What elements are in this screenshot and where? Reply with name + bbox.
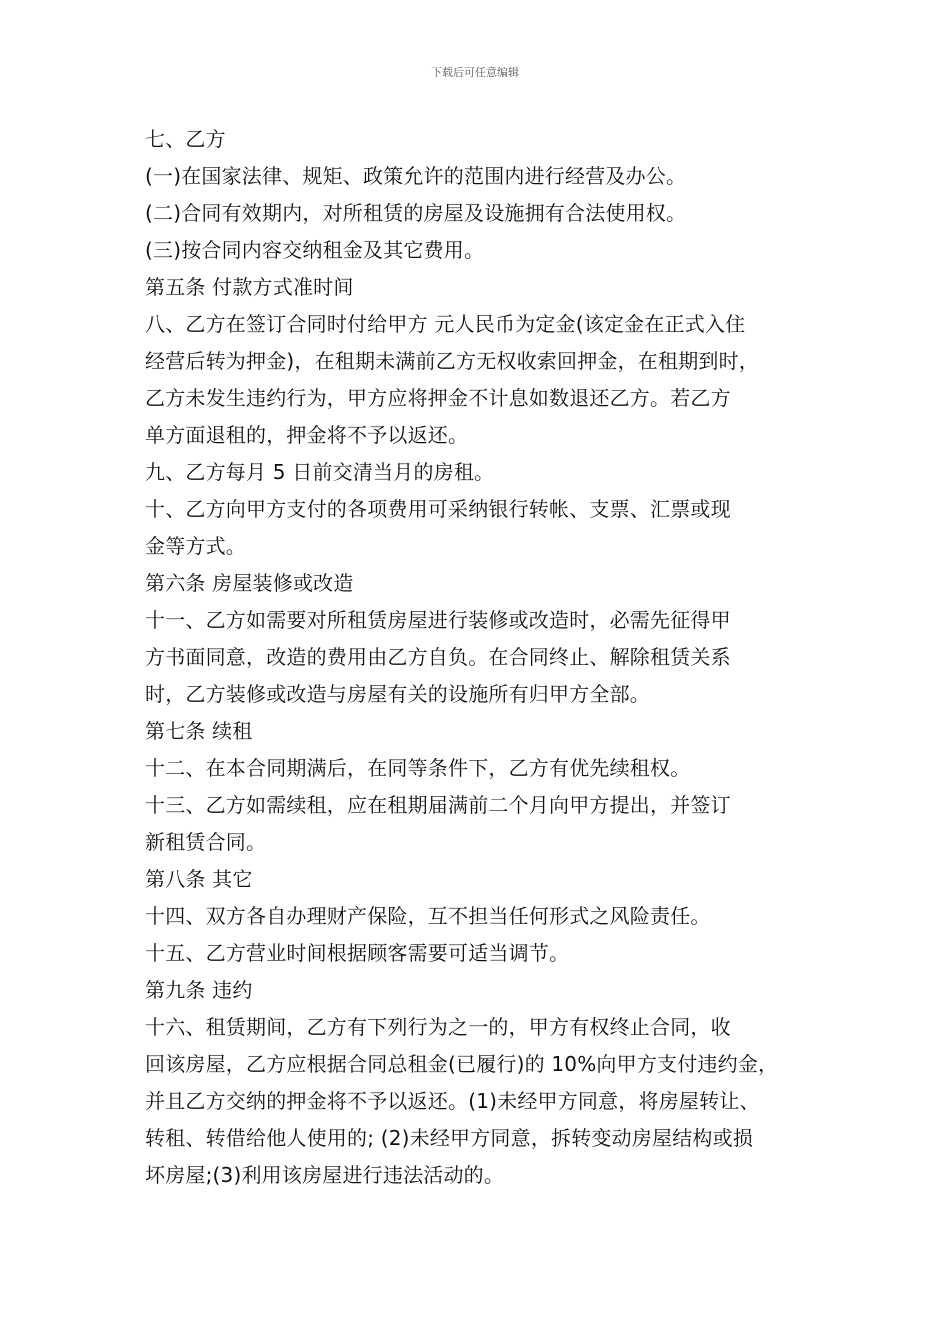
paragraph-line: 单方面退租的，押金将不予以返还。 xyxy=(145,423,469,447)
paragraph-line: 金等方式。 xyxy=(145,534,246,558)
paragraph-line: 十二、在本合同期满后，在同等条件下，乙方有优先续租权。 xyxy=(145,756,691,780)
paragraph-line: 乙方未发生违约行为，甲方应将押金不计息如数退还乙方。若乙方 xyxy=(145,386,731,410)
article-heading: 第五条 付款方式准时间 xyxy=(145,275,354,299)
paragraph-line: 九、乙方每月 5 日前交清当月的房租。 xyxy=(145,460,495,484)
page-header: 下载后可任意编辑 xyxy=(431,66,519,79)
document-body xyxy=(145,121,810,1194)
paragraph-line: 转租、转借给他人使用的; (2)未经甲方同意，拆转变动房屋结构或损 xyxy=(145,1126,754,1150)
paragraph-line: 并且乙方交纳的押金将不予以返还。(1)未经甲方同意，将房屋转让、 xyxy=(145,1089,760,1113)
paragraph-line: (一)在国家法律、规矩、政策允许的范围内进行经营及办公。 xyxy=(145,164,687,188)
article-heading: 第八条 其它 xyxy=(145,867,253,891)
paragraph-line: 坏房屋;(3)利用该房屋进行违法活动的。 xyxy=(145,1163,505,1187)
paragraph-line: 十三、乙方如需续租，应在租期届满前二个月向甲方提出，并签订 xyxy=(145,793,731,817)
paragraph-line: 方书面同意，改造的费用由乙方自负。在合同终止、解除租赁关系 xyxy=(145,645,731,669)
paragraph-line: 回该房屋，乙方应根据合同总租金(已履行)的 10%向甲方支付违约金， xyxy=(145,1052,779,1076)
article-heading: 第七条 续租 xyxy=(145,719,253,743)
section-heading: 七、乙方 xyxy=(145,127,226,151)
paragraph-line: 经营后转为押金)，在租期未满前乙方无权收索回押金，在租期到时， xyxy=(145,349,760,373)
article-heading: 第六条 房屋装修或改造 xyxy=(145,571,354,595)
paragraph-line: 八、乙方在签订合同时付给甲方 元人民币为定金(该定金在正式入住 xyxy=(145,312,746,336)
paragraph-line: 十、乙方向甲方支付的各项费用可采纳银行转帐、支票、汇票或现 xyxy=(145,497,731,521)
paragraph-line: (二)合同有效期内，对所租赁的房屋及设施拥有合法使用权。 xyxy=(145,201,687,225)
article-heading: 第九条 违约 xyxy=(145,978,253,1002)
paragraph-line: 新租赁合同。 xyxy=(145,830,267,854)
paragraph-line: 十一、乙方如需要对所租赁房屋进行装修或改造时，必需先征得甲 xyxy=(145,608,731,632)
paragraph-line: 十五、乙方营业时间根据顾客需要可适当调节。 xyxy=(145,941,570,965)
paragraph-line: 时，乙方装修或改造与房屋有关的设施所有归甲方全部。 xyxy=(145,682,650,706)
paragraph-line: (三)按合同内容交纳租金及其它费用。 xyxy=(145,238,485,262)
paragraph-line: 十六、租赁期间，乙方有下列行为之一的，甲方有权终止合同，收 xyxy=(145,1015,731,1039)
paragraph-line: 十四、双方各自办理财产保险，互不担当任何形式之风险责任。 xyxy=(145,904,711,928)
